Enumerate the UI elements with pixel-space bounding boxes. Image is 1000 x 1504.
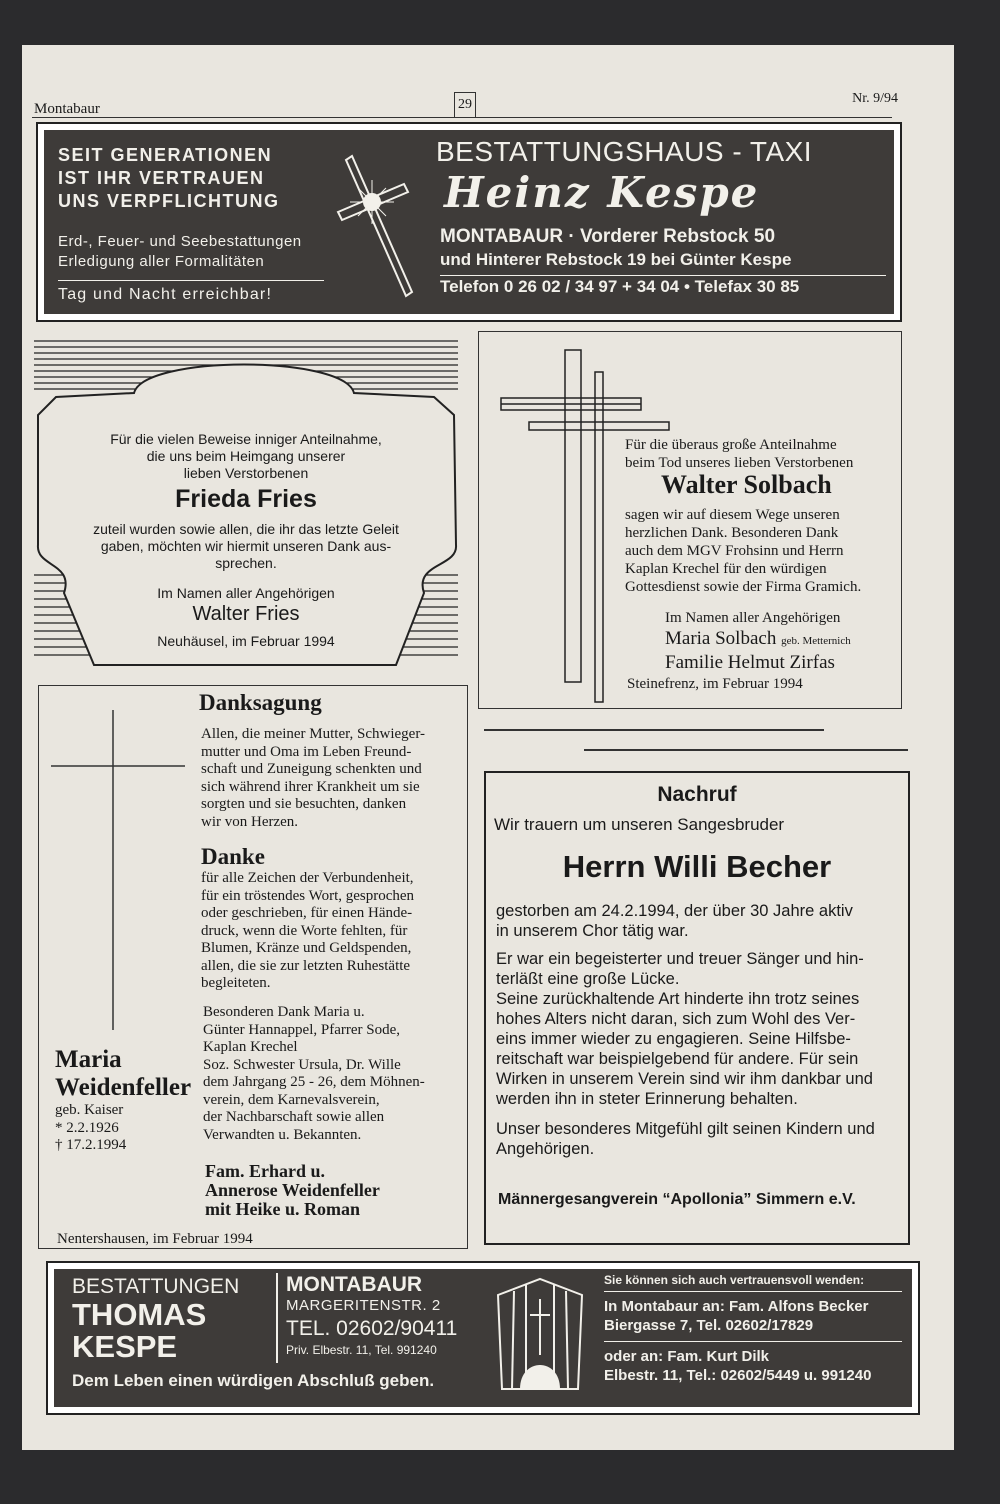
footer-ad-thomas-kespe (46, 1261, 920, 1415)
frieda-name: Frieda Fries (175, 485, 317, 513)
notice-maria-weidenfeller (38, 685, 468, 1249)
banner-title: BESTATTUNGSHAUS - TAXI (436, 136, 813, 167)
danksagung-signers: Fam. Erhard u. Annerose Weidenfeller mit Heike u. Roman (205, 1161, 380, 1219)
nachruf-signer: Männergesangverein “Apollonia” Simmern e.V. (498, 1191, 856, 1208)
newspaper-page (22, 45, 954, 1450)
deceased-dates: geb. Kaiser * 2.2.1926 † 17.2.1994 (55, 1102, 127, 1153)
banner-slogan: SEIT GENERATIONEN IST IHR VERTRAUEN UNS VERPFLICHTUNG (58, 145, 280, 211)
nachruf-name: Herrn Willi Becher (562, 849, 832, 884)
footer-slogan: Dem Leben einen würdigen Abschluß geben. (72, 1371, 435, 1390)
nachruf-intro: Wir trauern um unseren Sangesbruder (494, 815, 785, 834)
nachruf-paragraph-3: Unser besonderes Mitgefühl gilt seinen Kindern und Angehörigen. (496, 1120, 875, 1158)
frieda-intro: Für die vielen Beweise inniger Anteilnahme, die uns beim Heimgang unserer lieben Verstorbenen (110, 431, 382, 481)
danksagung-body-3: Besonderen Dank Maria u. Günter Hannappel, Pfarrer Sode, Kaplan Krechel Soz. Schwester Ursula, Dr. Wille dem Jahrgang 25 - 26, dem Möhnen- verein, dem Karnevalsverein, der Nachbarschaft sowie allen Verwandten u. Bekannten. (203, 1004, 425, 1143)
banner-name-script: Heinz Kespe (444, 168, 760, 217)
frieda-place-date: Neuhäusel, im Februar 1994 (157, 633, 335, 649)
walter-signer-2: Familie Helmut Zirfas (665, 652, 835, 673)
footer-city: MONTABAUR (286, 1273, 423, 1296)
frieda-on-behalf: Im Namen aller Angehörigen (157, 585, 335, 601)
banner-phone: Telefon 0 26 02 / 34 97 + 34 04 • Telefax 30 85 (440, 277, 800, 296)
footer-street: MARGERITENSTR. 2 (286, 1297, 441, 1314)
footer-line-1: BESTATTUNGEN (72, 1275, 240, 1298)
footer-contact-rule (604, 1291, 902, 1292)
header-rule (32, 117, 892, 118)
banner-availability: Tag und Nacht erreichbar! (58, 286, 273, 303)
danksagung-body-2: für alle Zeichen der Verbundenheit, für ein tröstendes Wort, gesprochen oder geschrieben, für einen Hände- druck, wenn die Worte fehlten, für Blumen, Kränze und Geldspenden, allen, die sie zur letzten Ruhestätte begleiteten. (201, 870, 415, 991)
footer-name: THOMAS KESPE (72, 1297, 207, 1364)
danksagung-heading: Danksagung (199, 690, 322, 715)
issue-number: Nr. 9/94 (852, 91, 898, 106)
notice-frieda-fries (34, 335, 458, 667)
chapel-icon (494, 1275, 586, 1393)
banner-divider-2 (440, 275, 886, 276)
cross-icon (51, 710, 191, 1030)
separator-line (584, 749, 908, 751)
nachruf-paragraph-2: Er war ein begeisterter und treuer Sänger und hin- terläßt eine große Lücke. Seine zurückhaltende Art hinderte ihn trotz seines hohes Alters nicht daran, sich zum Wohl des Ver- eins immer wieder zu engagieren. Seine Hilfsbe- reitschaft war beispielgebend für andere. Für sein Wirken in unserem Verein sind wir ihm dankbar und werden ihn in steter Erinnerung behalten. (496, 950, 873, 1108)
danke-heading: Danke (201, 844, 265, 869)
danksagung-place-date: Nentershausen, im Februar 1994 (57, 1231, 253, 1247)
footer-contact-rule (604, 1341, 902, 1342)
walter-intro: Für die überaus große Anteilnahme beim Tod unseres lieben Verstorbenen (625, 437, 854, 471)
footer-contact-1: In Montabaur an: Fam. Alfons Becker Biergasse 7, Tel. 02602/17829 (604, 1298, 869, 1334)
page-number: 29 (454, 92, 476, 118)
banner-address-1: MONTABAUR · Vorderer Rebstock 50 (440, 226, 776, 247)
notice-willi-becher (484, 771, 910, 1245)
footer-divider (276, 1273, 278, 1363)
footer-priv: Priv. Elbestr. 11, Tel. 991240 (286, 1343, 437, 1357)
walter-place-date: Steinefrenz, im Februar 1994 (627, 676, 803, 692)
notice-walter-solbach (478, 331, 902, 709)
nachruf-paragraph-1: gestorben am 24.2.1994, der über 30 Jahre aktiv in unserem Chor tätig war. (496, 902, 853, 940)
nachruf-heading: Nachruf (657, 783, 737, 806)
footer-tel: TEL. 02602/90411 (286, 1317, 458, 1340)
footer-contact-head: Sie können sich auch vertrauensvoll wenden: (604, 1273, 865, 1287)
deceased-name: Maria Weidenfeller (55, 1046, 192, 1101)
footer-contact-2: oder an: Fam. Kurt Dilk Elbestr. 11, Tel.: 02602/5449 u. 991240 (604, 1348, 872, 1384)
frieda-signer: Walter Fries (192, 603, 300, 625)
walter-signer-1: Maria Solbach geb. Metternich (665, 628, 851, 649)
walter-name: Walter Solbach (661, 470, 832, 499)
banner-services: Erd-, Feuer- und Seebestattungen Erledigung aller Formalitäten (58, 233, 302, 270)
banner-divider (58, 280, 324, 281)
banner-address-2: und Hinterer Rebstock 19 bei Günter Kespe (440, 250, 792, 269)
walter-body: sagen wir auf diesem Wege unseren herzlichen Dank. Besonderen Dank auch dem MGV Frohsinn und Herrn Kaplan Krechel für den würdigen Gottesdienst sowie der Firma Gramich. (625, 507, 862, 595)
frieda-body: zuteil wurden sowie allen, die ihr das letzte Geleit gaben, möchten wir hiermit unseren Dank aus- sprechen. (93, 521, 399, 571)
header-town: Montabaur (34, 101, 100, 117)
cross-icon (334, 150, 424, 300)
walter-on-behalf: Im Namen aller Angehörigen (665, 610, 841, 626)
separator-line (484, 729, 824, 731)
danksagung-body-1: Allen, die meiner Mutter, Schwieger- mutter und Oma im Leben Freund- schaft und Zuneigung schenkten und sich während ihrer Krankheit um sie sorgten und sie besuchten, danken wir von Herzen. (201, 726, 426, 830)
funeral-home-banner (36, 122, 902, 322)
